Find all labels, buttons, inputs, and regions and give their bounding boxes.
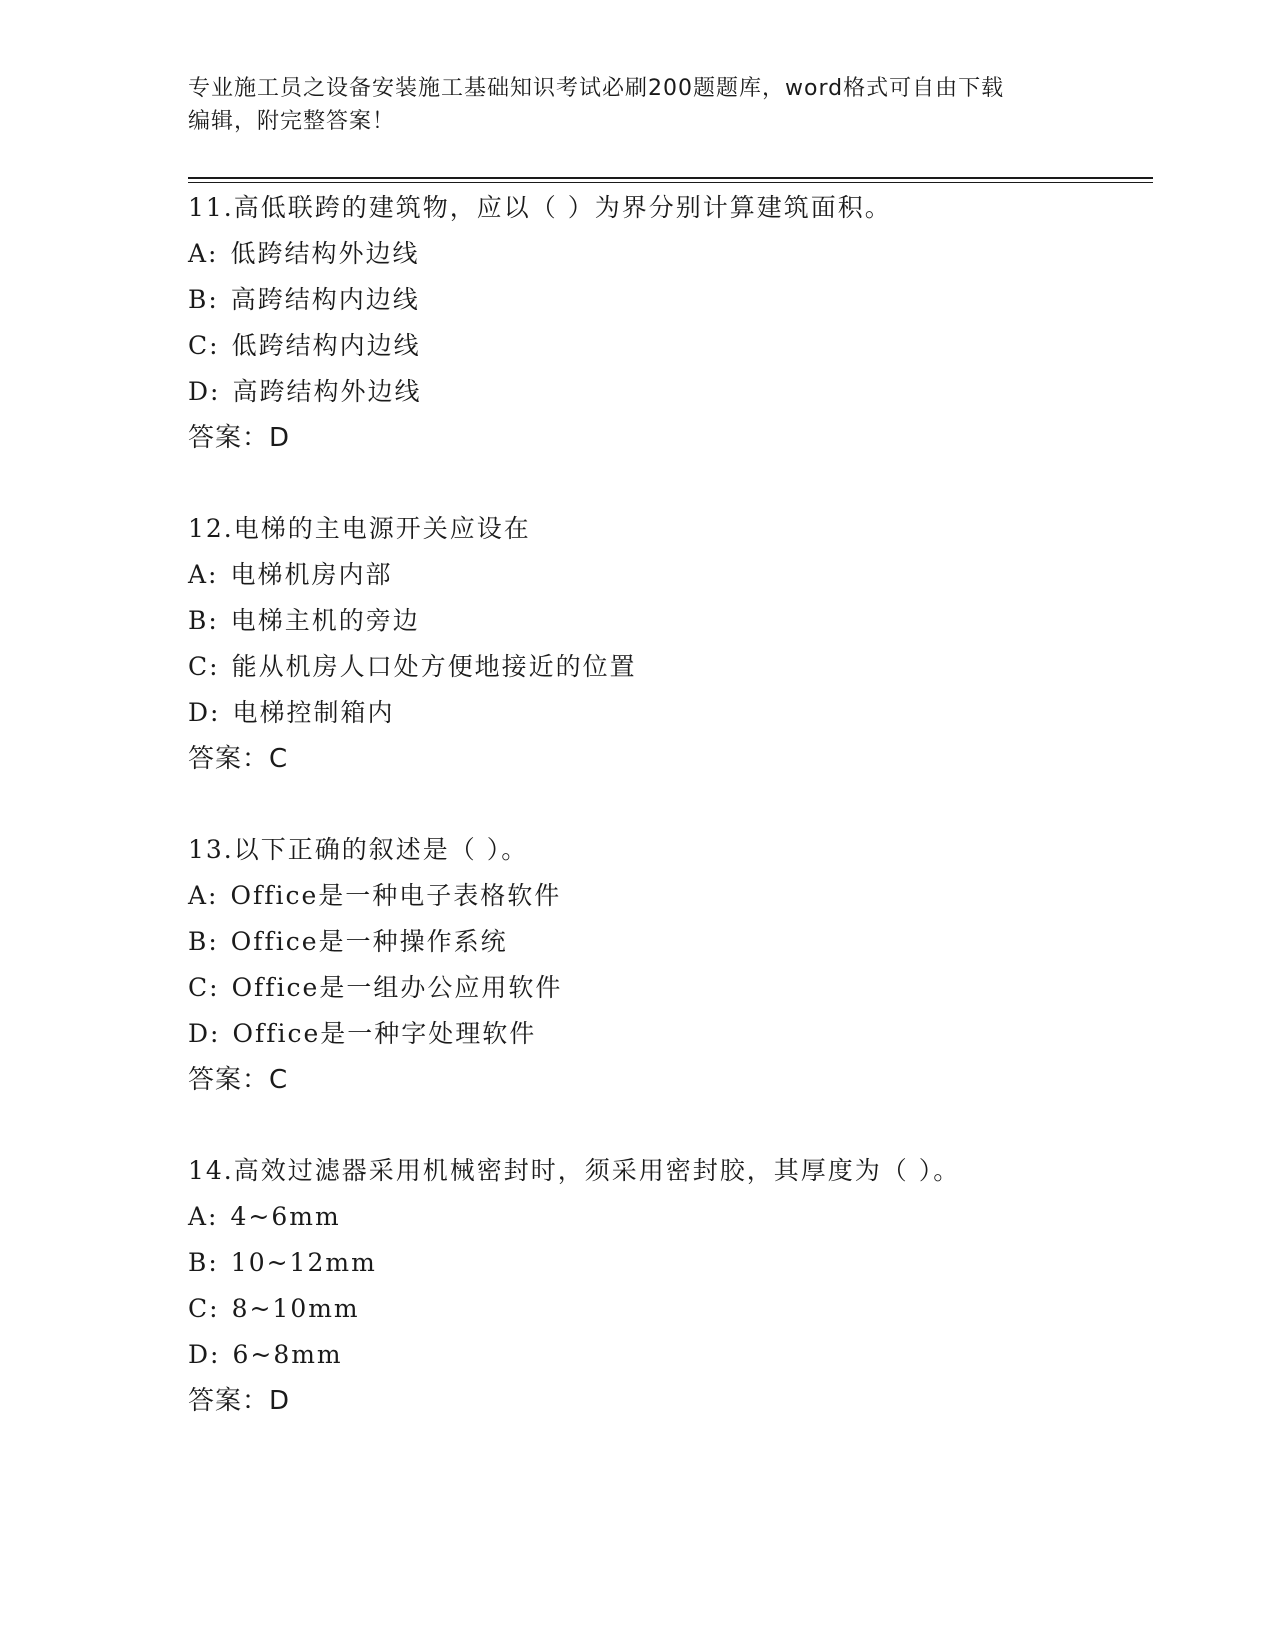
option-c [188, 644, 1148, 690]
option-d [188, 690, 1148, 736]
option-b [188, 919, 1148, 965]
question-12 [188, 506, 1148, 782]
header-divider-thick [188, 177, 1153, 179]
option-text: 低跨结构内边线 [231, 331, 421, 360]
answer: 答案：C [188, 744, 289, 774]
question-13 [188, 827, 1148, 1103]
option-text: 10~12mm [230, 1248, 377, 1277]
option-text: 高跨结构外边线 [232, 377, 422, 406]
header-line-1: 专业施工员之设备安装施工基础知识考试必刷200题题库，word格式可自由下载 [188, 76, 1005, 101]
header-divider-thin [188, 182, 1153, 183]
option-key: D: [188, 698, 221, 727]
option-text: Office是一种字处理软件 [232, 1019, 537, 1048]
answer: 答案：C [188, 1065, 289, 1095]
option-b [188, 277, 1148, 323]
option-b [188, 598, 1148, 644]
option-d [188, 369, 1148, 415]
option-a [188, 231, 1148, 277]
option-text: 高跨结构内边线 [230, 285, 420, 314]
option-text: Office是一组办公应用软件 [231, 973, 563, 1002]
option-text: 电梯主机的旁边 [230, 606, 420, 635]
option-c [188, 1286, 1148, 1332]
question-11 [188, 185, 1148, 461]
option-text: Office是一种电子表格软件 [230, 881, 562, 910]
option-key: A: [188, 560, 219, 589]
option-text: 6~8mm [232, 1340, 343, 1369]
option-key: B: [188, 606, 219, 635]
option-key: D: [188, 1340, 221, 1369]
option-key: C: [188, 1294, 220, 1323]
option-text: 4~6mm [230, 1202, 341, 1231]
page-header [188, 72, 1088, 138]
option-text: 8~10mm [231, 1294, 360, 1323]
option-text: Office是一种操作系统 [230, 927, 508, 956]
option-a [188, 873, 1148, 919]
question-stem: 12.电梯的主电源开关应设在 [188, 514, 531, 543]
option-text: 能从机房人口处方便地接近的位置 [231, 652, 637, 681]
option-d [188, 1332, 1148, 1378]
option-a [188, 552, 1148, 598]
option-key: C: [188, 652, 220, 681]
option-key: B: [188, 927, 219, 956]
option-key: D: [188, 377, 221, 406]
option-d [188, 1011, 1148, 1057]
option-c [188, 323, 1148, 369]
option-text: 低跨结构外边线 [230, 239, 420, 268]
question-stem: 11.高低联跨的建筑物，应以（ ）为界分别计算建筑面积。 [188, 193, 892, 222]
answer: 答案：D [188, 423, 291, 453]
answer: 答案：D [188, 1386, 291, 1416]
option-key: A: [188, 239, 219, 268]
question-stem: 14.高效过滤器采用机械密封时，须采用密封胶，其厚度为（ ）。 [188, 1156, 961, 1185]
question-14 [188, 1148, 1148, 1424]
option-c [188, 965, 1148, 1011]
option-b [188, 1240, 1148, 1286]
option-key: C: [188, 973, 220, 1002]
question-stem: 13.以下正确的叙述是（ ）。 [188, 835, 529, 864]
option-key: B: [188, 285, 219, 314]
option-text: 电梯控制箱内 [232, 698, 395, 727]
option-text: 电梯机房内部 [230, 560, 393, 589]
option-key: B: [188, 1248, 219, 1277]
option-key: C: [188, 331, 220, 360]
option-a [188, 1194, 1148, 1240]
option-key: D: [188, 1019, 221, 1048]
header-line-2: 编辑，附完整答案！ [188, 109, 396, 134]
option-key: A: [188, 1202, 219, 1231]
option-key: A: [188, 881, 219, 910]
